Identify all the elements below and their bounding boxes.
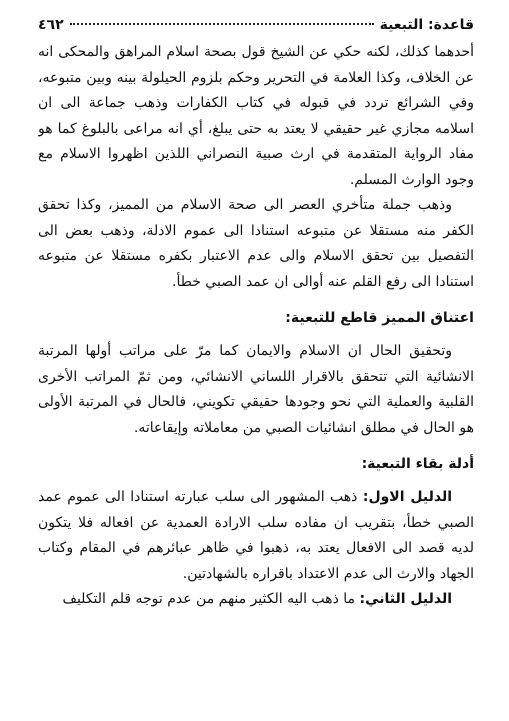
evidence-2-paragraph <box>38 587 474 613</box>
evidence-2-text: ما ذهب اليه الكثير منهم من عدم توجه قلم التكليف <box>62 591 360 607</box>
section-heading-2: أدلة بقاء التبعية: <box>361 456 474 472</box>
paragraph-2: وذهب جملة متأخري العصر الى صحة الاسلام من المميز، وكذا تحقق الكفر منه مستقلا عن متبوعه استنادا الى عموم الادلة، وذهب بعض الى التفصيل بين تحقق الاسلام والى عدم الاعتبار بكفره مستقلا عن متبوعه استنادا الى رفع القلم عنه أوالى ان عمد الصبي خطأ. <box>38 197 474 290</box>
evidence-2-label: الدليل الثاني: <box>359 591 452 607</box>
evidence-1-paragraph <box>38 485 474 587</box>
page-number: ٤٦٢ <box>38 17 64 33</box>
running-title: قاعدة: التبعية <box>379 17 474 33</box>
header-dot-leader <box>70 23 374 25</box>
section-heading-1: اعتناق المميز قاطع للتبعية: <box>285 310 474 326</box>
page-header <box>38 10 474 40</box>
paragraph-1: أحدهما كذلك، لكنه حكي عن الشيخ قول بصحة اسلام المراهق والمحكى انه عن الخلاف، وكذا العلامة في التحرير وحكم بلزوم الحيلولة بينه وبين متبوعه، وفي الشرائع تردد في قبوله في كتاب الكفارات وذهب جماعة الى ان اسلامه مجازي غير حقيقي لا يعتد به حتى يبلغ، أي انه مراعى بالبلوغ كما هو مفاد الرواية المتقدمة في ارث صبية النصراني اللذين اظهروا الاسلام مع وجود الوارث المسلم. <box>38 44 474 188</box>
evidence-1-text: ذهب المشهور الى سلب عبارته استنادا الى عموم عمد الصبي خطأ، بتقريب ان مفاده سلب الارادة العمدية عن افعاله فلا يتكون لديه قصد الى الافعال يعتد به، ذهبوا في ظاهر عبائرهم في المقام وكتاب الجهاد والارث الى عدم الاعتداد باقراره بالشهادتين. <box>38 489 474 582</box>
document-page <box>38 10 474 710</box>
paragraph-3: وتحقيق الحال ان الاسلام والايمان كما مرّ على مراتب أولها المرتبة الانشائية التي تتحقق بالاقرار اللساني الانشائي، ومن ثمّ المراتب الأخرى القلبية والعملية التي نحو وجودها حقيقي تكويني، فالحال في المرتبة الأولى هو الحال في مطلق انشائيات الصبي من معاملاته وإيقاعاته. <box>38 343 474 436</box>
evidence-1-label: الدليل الاول: <box>362 489 453 505</box>
